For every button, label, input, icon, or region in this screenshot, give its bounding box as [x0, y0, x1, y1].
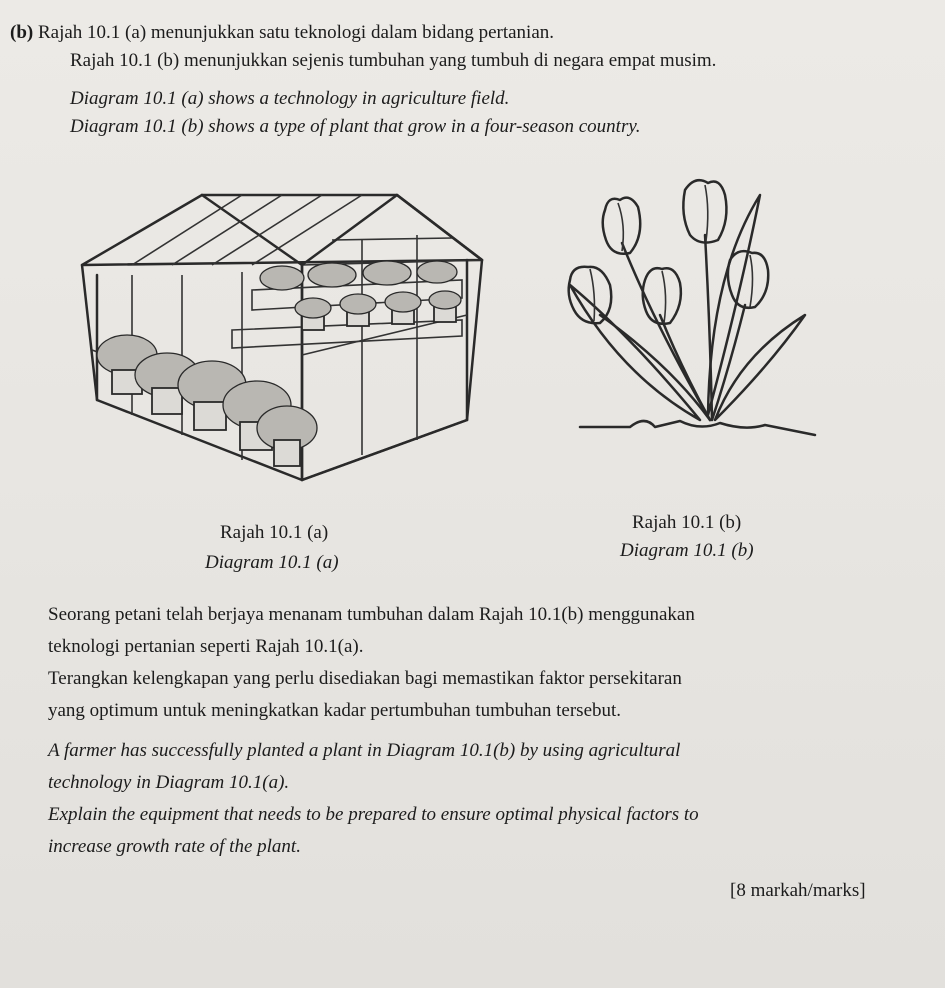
- task-malay-2: teknologi pertanian seperti Rajah 10.1(a).: [48, 636, 364, 657]
- question-label: (b): [10, 22, 34, 43]
- caption-b-malay: Rajah 10.1 (b): [632, 512, 742, 533]
- greenhouse-illustration: [72, 180, 492, 500]
- question-intro-malay-1-text: Rajah 10.1 (a) menunjukkan satu teknologi dalam bidang pertanian.: [37, 22, 555, 43]
- task-english-3: Explain the equipment that needs to be prepared to ensure optimal physical factors to: [48, 804, 699, 825]
- question-intro-english-2: Diagram 10.1 (b) shows a type of plant that grow in a four-season country.: [70, 116, 641, 137]
- task-malay-4: yang optimum untuk meningkatkan kadar pertumbuhan tumbuhan tersebut.: [48, 700, 622, 721]
- question-intro-english-1: Diagram 10.1 (a) shows a technology in agriculture field.: [70, 88, 510, 109]
- task-english-4: increase growth rate of the plant.: [48, 836, 301, 857]
- question-intro-malay-1: [10, 22, 554, 44]
- caption-b-english: Diagram 10.1 (b): [620, 540, 754, 561]
- task-english-1: A farmer has successfully planted a plant in Diagram 10.1(b) by using agricultural: [48, 740, 681, 761]
- shelf-plants: [260, 261, 461, 330]
- marks-label: [8 markah/marks]: [730, 880, 866, 901]
- tulip-illustration: [560, 165, 830, 455]
- caption-a-malay: Rajah 10.1 (a): [220, 522, 329, 543]
- caption-a-english: Diagram 10.1 (a): [205, 552, 339, 573]
- task-malay-3: Terangkan kelengkapan yang perlu disediakan bagi memastikan faktor persekitaran: [48, 668, 682, 689]
- question-intro-malay-2: Rajah 10.1 (b) menunjukkan sejenis tumbuhan yang tumbuh di negara empat musim.: [70, 50, 717, 71]
- task-malay-1: Seorang petani telah berjaya menanam tumbuhan dalam Rajah 10.1(b) menggunakan: [48, 604, 695, 625]
- floor-potted-plants: [97, 335, 317, 466]
- task-english-2: technology in Diagram 10.1(a).: [48, 772, 290, 793]
